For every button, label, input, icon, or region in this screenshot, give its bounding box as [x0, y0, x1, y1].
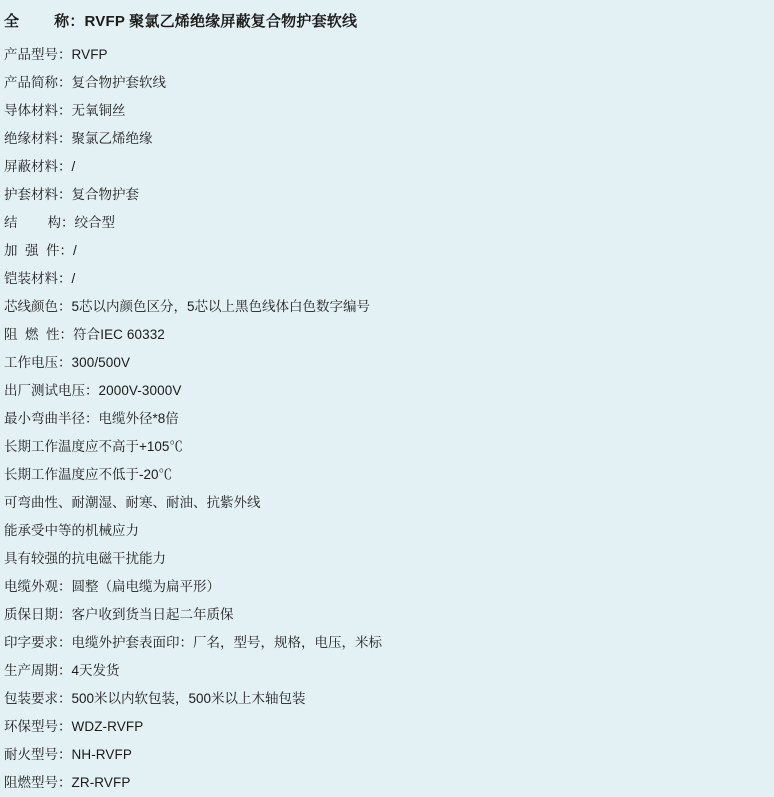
spec-label: 阻 燃 性： — [4, 327, 74, 342]
spec-row — [0, 125, 774, 153]
spec-value: RVFP — [71, 47, 108, 62]
spec-label: 产品简称： — [4, 75, 72, 90]
spec-row — [0, 69, 774, 97]
spec-value: 2000V-3000V — [98, 383, 182, 398]
spec-row — [0, 573, 774, 601]
spec-label: 具有较强的抗电磁干扰能力 — [4, 551, 166, 566]
spec-row — [0, 405, 774, 433]
spec-label: 产品型号： — [4, 47, 72, 62]
spec-label: 护套材料： — [4, 187, 72, 202]
spec-row — [0, 209, 774, 237]
spec-label: 阻燃型号： — [4, 775, 72, 790]
spec-value: 4天发货 — [71, 663, 120, 678]
spec-value: ZR-RVFP — [71, 775, 131, 790]
spec-label: 能承受中等的机械应力 — [4, 523, 139, 538]
spec-row — [0, 657, 774, 685]
spec-row — [0, 293, 774, 321]
spec-row — [0, 349, 774, 377]
spec-list — [0, 41, 774, 797]
spec-value: 聚氯乙烯绝缘 — [71, 131, 153, 146]
spec-label: 质保日期： — [4, 607, 72, 622]
spec-label: 铠装材料： — [4, 271, 72, 286]
spec-row — [0, 713, 774, 741]
spec-value: 电缆外径*8倍 — [98, 411, 179, 426]
spec-value: 复合物护套软线 — [71, 75, 166, 90]
spec-value: / — [71, 159, 76, 174]
spec-row — [0, 685, 774, 713]
spec-label: 长期工作温度应不高于+105℃ — [4, 439, 183, 454]
spec-row — [0, 265, 774, 293]
spec-value: 复合物护套 — [71, 187, 139, 202]
spec-value: 客户收到货当日起二年质保 — [71, 607, 234, 622]
spec-value: 5芯以内颜色区分，5芯以上黑色线体白色数字编号 — [71, 299, 371, 314]
spec-label: 绝缘材料： — [4, 131, 72, 146]
spec-row — [0, 545, 774, 573]
spec-label: 出厂测试电压： — [4, 383, 99, 398]
spec-label: 芯线颜色： — [4, 299, 72, 314]
spec-value: 符合IEC 60332 — [73, 327, 165, 342]
spec-row — [0, 629, 774, 657]
spec-label: 最小弯曲半径： — [4, 411, 99, 426]
spec-label: 加 强 件： — [4, 243, 74, 258]
spec-row — [0, 489, 774, 517]
spec-row — [0, 41, 774, 69]
spec-value: 绞合型 — [74, 215, 116, 230]
spec-value: / — [71, 271, 76, 286]
spec-label: 耐火型号： — [4, 747, 72, 762]
spec-label: 屏蔽材料： — [4, 159, 72, 174]
page-title-value: RVFP 聚氯乙烯绝缘屏蔽复合物护套软线 — [84, 13, 358, 30]
spec-value: 无氧铜丝 — [71, 103, 126, 118]
spec-row — [0, 237, 774, 265]
spec-value: NH-RVFP — [71, 747, 132, 762]
page-title-label: 全 称： — [4, 13, 85, 30]
spec-row — [0, 377, 774, 405]
spec-row — [0, 769, 774, 797]
spec-row — [0, 181, 774, 209]
spec-label: 工作电压： — [4, 355, 72, 370]
spec-row — [0, 433, 774, 461]
spec-label: 结 构： — [4, 215, 75, 230]
spec-value: 圆整（扁电缆为扁平形） — [71, 579, 220, 594]
spec-row — [0, 601, 774, 629]
spec-row — [0, 153, 774, 181]
spec-label: 可弯曲性、耐潮湿、耐寒、耐油、抗紫外线 — [4, 495, 261, 510]
spec-row — [0, 517, 774, 545]
spec-label: 电缆外观： — [4, 579, 72, 594]
spec-label: 导体材料： — [4, 103, 72, 118]
spec-label: 长期工作温度应不低于-20℃ — [4, 467, 173, 482]
spec-value: / — [73, 243, 77, 258]
page-title — [0, 8, 774, 41]
spec-row — [0, 321, 774, 349]
spec-value: 300/500V — [71, 355, 131, 370]
spec-value: 电缆外护套表面印：厂名，型号，规格，电压，米标 — [71, 635, 382, 650]
spec-value: WDZ-RVFP — [71, 719, 144, 734]
spec-label: 印字要求： — [4, 635, 72, 650]
spec-label: 生产周期： — [4, 663, 72, 678]
spec-row — [0, 461, 774, 489]
spec-label: 环保型号： — [4, 719, 72, 734]
spec-value: 500米以内软包装，500米以上木轴包装 — [71, 691, 306, 706]
spec-label: 包装要求： — [4, 691, 72, 706]
spec-row — [0, 97, 774, 125]
spec-row — [0, 741, 774, 769]
